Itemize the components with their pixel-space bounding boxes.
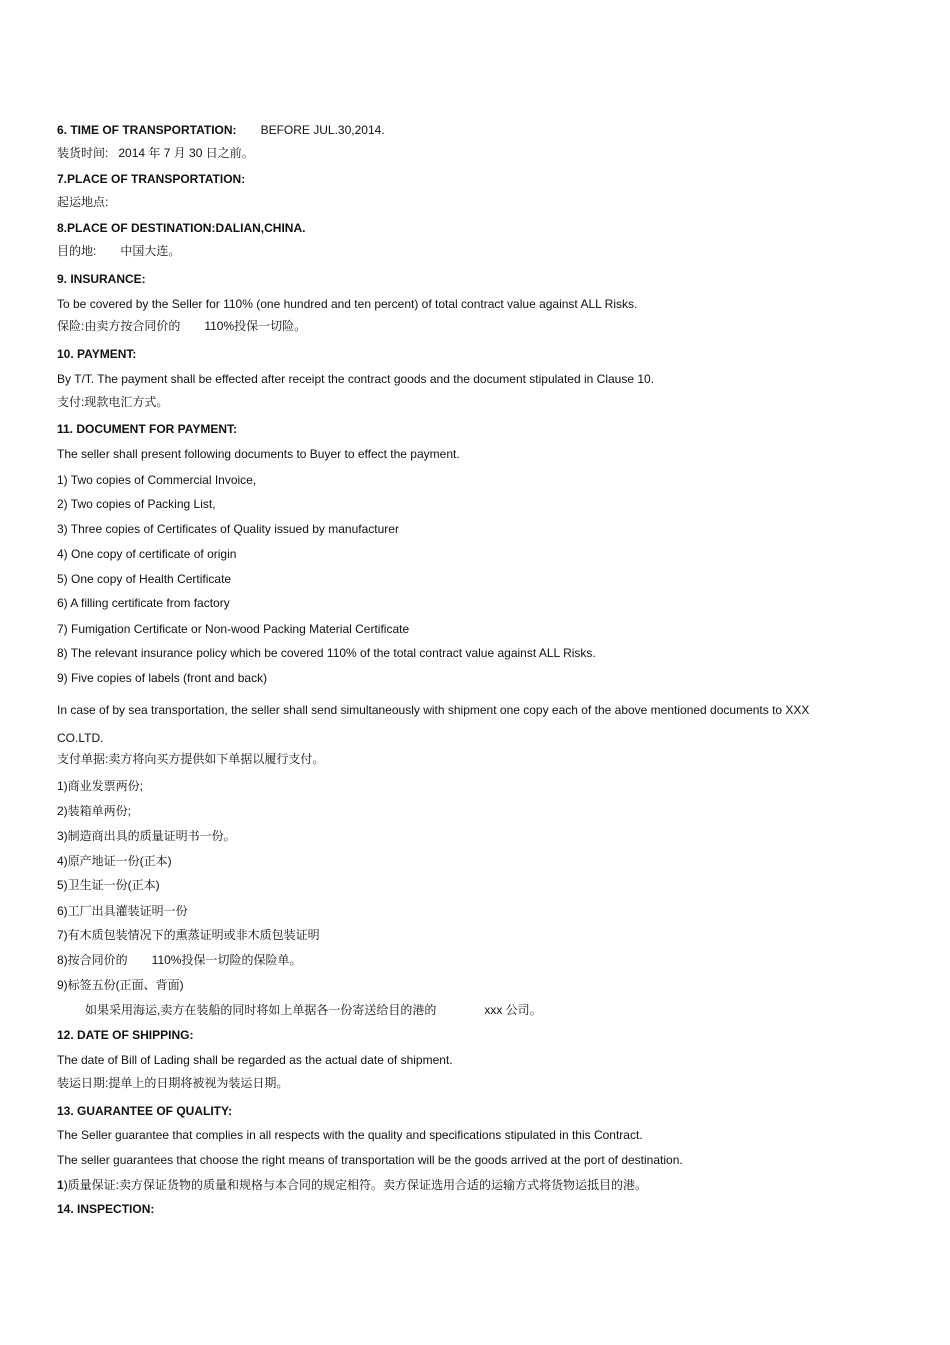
- section-13-text-1: The Seller guarantee that complies in all respects with the quality and specifications stipulated in this Contract.: [57, 1128, 643, 1142]
- section-6-line: [57, 123, 385, 137]
- document-item: 9) Five copies of labels (front and back): [57, 671, 268, 685]
- section-11-intro: The seller shall present following documents to Buyer to effect the payment.: [57, 447, 460, 461]
- section-11-cn-sea-line: [85, 1003, 542, 1017]
- document-item: 3) Three copies of Certificates of Quality issued by manufacturer: [57, 522, 399, 536]
- document-item-cn-8-a: 8)按合同价的: [57, 953, 128, 967]
- document-item: 2) Two copies of Packing List,: [57, 497, 216, 511]
- section-9-cn-b: 110%投保一切险。: [204, 319, 307, 333]
- section-6-cn-line: [57, 146, 254, 160]
- document-item-cn: 2)装箱单两份;: [57, 804, 132, 818]
- document-item-cn: 5)卫生证一份(正本): [57, 878, 160, 892]
- section-11-sea-line-2: CO.LTD.: [57, 731, 104, 745]
- document-item-cn: 1)商业发票两份;: [57, 779, 144, 793]
- section-13-cn-number: 1: [57, 1178, 64, 1192]
- document-item: 7) Fumigation Certificate or Non-wood Packing Material Certificate: [57, 622, 410, 636]
- section-13-heading: 13. GUARANTEE OF QUALITY:: [57, 1104, 233, 1118]
- document-item: 5) One copy of Health Certificate: [57, 572, 232, 586]
- section-11-cn-intro: 支付单据:卖方将向买方提供如下单据以履行支付。: [57, 752, 325, 766]
- section-14-heading: 14. INSPECTION:: [57, 1202, 155, 1216]
- section-6-cn-label: 装货时间:: [57, 146, 109, 160]
- section-13-cn: )质量保证:卖方保证货物的质量和规格与本合同的规定相符。卖方保证选用合适的运输方式将货物运抵目的港。: [63, 1178, 648, 1192]
- section-9-cn-a: 保险:由卖方按合同价的: [57, 319, 181, 333]
- section-7-cn-label: 起运地点:: [57, 195, 109, 209]
- document-item: 4) One copy of certificate of origin: [57, 547, 237, 561]
- section-12-cn: 装运日期:提单上的日期将被视为装运日期。: [57, 1076, 289, 1090]
- document-item: 6) A filling certificate from factory: [57, 596, 230, 610]
- section-6-cn-value: 2014 年 7 月 30 日之前。: [118, 146, 254, 160]
- document-item-cn: 3)制造商出具的质量证明书一份。: [57, 829, 236, 843]
- section-13-cn-line: [57, 1178, 647, 1192]
- section-10-cn: 支付:现款电汇方式。: [57, 395, 169, 409]
- document-item-cn: 4)原产地证一份(正本): [57, 854, 172, 868]
- document-item-cn: 9)标签五份(正面、背面): [57, 978, 184, 992]
- section-8-cn-label: 目的地:: [57, 244, 97, 258]
- section-11-heading: 11. DOCUMENT FOR PAYMENT:: [57, 422, 238, 436]
- section-11-sea-line-1: In case of by sea transportation, the seller shall send simultaneously with shipment one copy each of the above mentioned documents to XXX: [57, 703, 810, 717]
- section-10-heading: 10. PAYMENT:: [57, 347, 137, 361]
- document-item-cn-8: [57, 953, 301, 967]
- section-12-heading: 12. DATE OF SHIPPING:: [57, 1028, 194, 1042]
- section-10-text: By T/T. The payment shall be effected after receipt the contract goods and the document stipulated in Clause 10.: [57, 372, 655, 386]
- section-12-text: The date of Bill of Lading shall be regarded as the actual date of shipment.: [57, 1053, 453, 1067]
- document-item-cn: 7)有木质包装情况下的熏蒸证明或非木质包装证明: [57, 928, 320, 942]
- document-item: 8) The relevant insurance policy which be covered 110% of the total contract value against ALL Risks.: [57, 646, 596, 660]
- section-11-cn-sea-a: 如果采用海运,卖方在装船的同时将如上单据各一份寄送给目的港的: [85, 1003, 437, 1017]
- section-8-cn-value: 中国大连。: [120, 244, 181, 258]
- section-6-heading: 6. TIME OF TRANSPORTATION:: [57, 123, 237, 137]
- section-6-value: BEFORE JUL.30,2014.: [260, 123, 385, 137]
- document-item: 1) Two copies of Commercial Invoice,: [57, 473, 257, 487]
- section-9-text: To be covered by the Seller for 110% (one hundred and ten percent) of total contract value against ALL Risks.: [57, 297, 638, 311]
- section-9-cn-line: [57, 319, 306, 333]
- document-item-cn-8-b: 110%投保一切险的保险单。: [151, 953, 302, 967]
- section-9-heading: 9. INSURANCE:: [57, 272, 146, 286]
- section-8-cn-line: [57, 244, 180, 258]
- section-7-heading: 7.PLACE OF TRANSPORTATION:: [57, 172, 246, 186]
- section-13-text-2: The seller guarantees that choose the right means of transportation will be the goods arrived at the port of destination.: [57, 1153, 683, 1167]
- section-8-heading: 8.PLACE OF DESTINATION:DALIAN,CHINA.: [57, 221, 306, 235]
- section-11-cn-sea-b: xxx 公司。: [484, 1003, 542, 1017]
- document-item-cn: 6)工厂出具灌装证明一份: [57, 904, 188, 918]
